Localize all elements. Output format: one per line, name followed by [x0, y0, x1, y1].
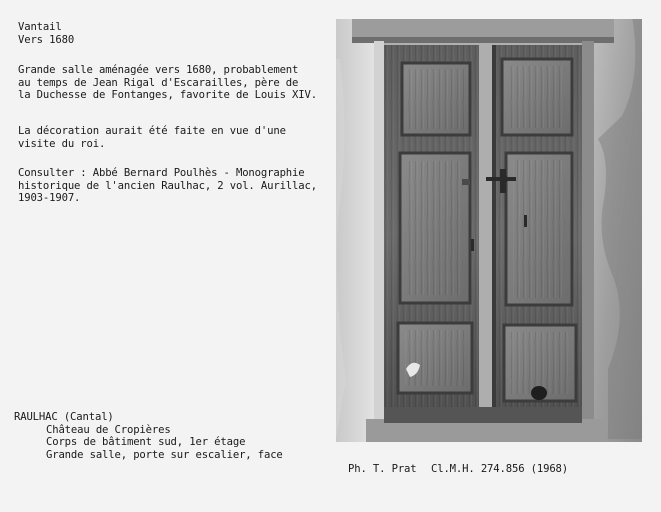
note-line: La décoration aurait été faite en vue d'une	[18, 125, 286, 137]
record-date: Vers 1680	[18, 33, 75, 46]
location-part: Corps de bâtiment sud, 1er étage	[46, 436, 246, 448]
description-line: Grande salle aménagée vers 1680, probablement	[18, 64, 299, 76]
location-commune: RAULHAC (Cantal)	[14, 411, 114, 423]
reference-line: historique de l'ancien Raulhac, 2 vol. Aurillac,	[18, 179, 317, 192]
reference-line: Consulter : Abbé Bernard Poulhès - Monographie	[18, 167, 305, 179]
location-building: Château de Cropières	[46, 423, 171, 436]
archive-reference: Cl.M.H. 274.856 (1968)	[431, 463, 569, 475]
reference-line: 1903-1907.	[18, 192, 81, 204]
description-line: au temps de Jean Rigal d'Escarailles, père de	[18, 76, 299, 89]
photographer-credit: Ph. T. Prat	[348, 463, 417, 475]
record-title: Vantail	[18, 21, 62, 33]
door-photograph	[336, 19, 642, 442]
description-line: la Duchesse de Fontanges, favorite de Louis XIV.	[18, 89, 317, 101]
note-line: visite du roi.	[18, 137, 106, 150]
location-detail: Grande salle, porte sur escalier, face	[46, 448, 283, 461]
